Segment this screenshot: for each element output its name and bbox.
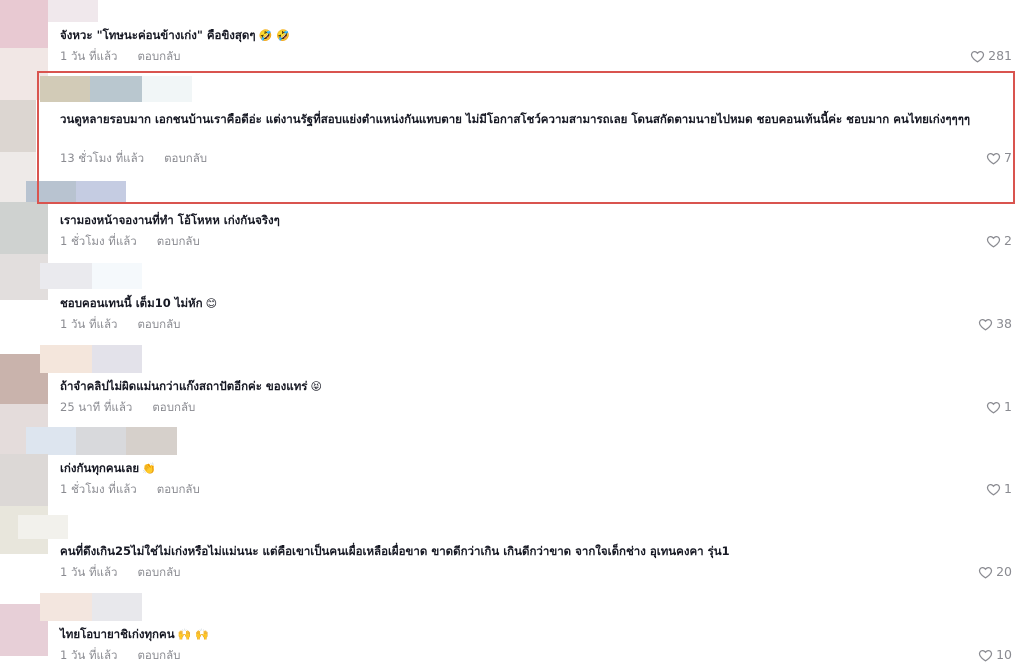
comment-time: 1 วัน ที่แล้ว	[60, 648, 118, 662]
comment-text: ไทยโอบายาชิเก่งทุกคน 🙌 🙌	[60, 627, 209, 641]
comment-text: จังหวะ "โทษนะค่อนข้างเก่ง" คือขิงสุดๆ 🤣 🤣	[60, 28, 290, 42]
comment-text: เก่งกันทุกคนเลย 👏	[60, 461, 156, 475]
like-button[interactable]	[970, 48, 1012, 64]
blurred-region	[76, 427, 126, 455]
like-count: 2	[1004, 233, 1012, 248]
blurred-region	[126, 427, 177, 455]
like-button[interactable]	[978, 647, 1012, 663]
reply-button[interactable]: ตอบกลับ	[137, 49, 181, 63]
blurred-region	[18, 515, 68, 539]
comment-time: 1 วัน ที่แล้ว	[60, 317, 118, 331]
comment-time: 1 ชั่วโมง ที่แล้ว	[60, 234, 137, 248]
blurred-region	[40, 263, 92, 289]
like-button[interactable]	[978, 316, 1012, 332]
comment-text: เรามองหน้าจองานที่ทำ โอ้โหหห เก่งกันจริงๆ	[60, 213, 280, 227]
blurred-region	[92, 345, 142, 373]
reply-button[interactable]: ตอบกลับ	[156, 482, 200, 496]
comment-time: 13 ชั่วโมง ที่แล้ว	[60, 151, 145, 165]
reply-button[interactable]: ตอบกลับ	[137, 565, 181, 579]
reply-button[interactable]: ตอบกลับ	[137, 317, 181, 331]
comment-meta	[60, 316, 180, 332]
reply-button[interactable]: ตอบกลับ	[164, 151, 208, 165]
blurred-region	[26, 181, 76, 203]
blurred-region	[40, 345, 92, 373]
like-button[interactable]	[986, 233, 1012, 249]
blurred-region	[40, 76, 90, 102]
comment-meta	[60, 48, 180, 64]
like-count: 1	[1004, 481, 1012, 496]
comment-time: 1 วัน ที่แล้ว	[60, 565, 118, 579]
reply-button[interactable]: ตอบกลับ	[156, 234, 200, 248]
comment-meta	[60, 399, 195, 415]
like-count: 10	[996, 647, 1012, 662]
comment-text: วนดูหลายรอบมาก เอกชนบ้านเราคือดีอ่ะ แต่งานรัฐที่สอบแย่งตำแหน่งกันแทบตาย ไม่มีโอกาสโชว์ความสามารถเลย โดนสกัดตามนายไปหมด ชอบคอนเท้นนี้ค่ะ ชอบมาก คนไทยเก่งๆๆๆๆ	[60, 112, 971, 126]
reply-button[interactable]: ตอบกลับ	[152, 400, 196, 414]
heart-outline-icon	[978, 565, 993, 580]
comment-text: ถ้าจำคลิปไม่ผิดแม่นกว่าแก๊งสถาปัตอีกค่ะ ของแทร่ 😝	[60, 379, 322, 393]
heart-outline-icon	[970, 49, 985, 64]
blurred-region	[0, 0, 48, 48]
blurred-region	[40, 593, 92, 621]
heart-outline-icon	[978, 317, 993, 332]
blurred-region	[48, 0, 98, 22]
blurred-region	[76, 181, 126, 203]
comment-meta	[60, 564, 180, 580]
emoji: 👏	[142, 462, 156, 475]
comment-meta	[60, 233, 200, 249]
heart-outline-icon	[986, 482, 1001, 497]
comment-time: 1 วัน ที่แล้ว	[60, 49, 118, 63]
reply-button[interactable]: ตอบกลับ	[137, 648, 181, 662]
comment-meta	[60, 150, 207, 166]
heart-outline-icon	[986, 400, 1001, 415]
comment-meta	[60, 481, 200, 497]
emoji: 🤣 🤣	[258, 29, 290, 42]
heart-outline-icon	[978, 648, 993, 663]
blurred-region	[90, 76, 142, 102]
emoji: 🙌 🙌	[177, 628, 209, 641]
comment-meta	[60, 647, 180, 663]
blurred-region	[0, 202, 48, 254]
like-button[interactable]	[986, 150, 1012, 166]
like-count: 20	[996, 564, 1012, 579]
emoji: 😝	[310, 380, 322, 393]
like-button[interactable]	[986, 399, 1012, 415]
blurred-region	[0, 454, 48, 506]
blurred-region	[0, 100, 36, 152]
like-button[interactable]	[986, 481, 1012, 497]
like-button[interactable]	[978, 564, 1012, 580]
heart-outline-icon	[986, 234, 1001, 249]
heart-outline-icon	[986, 151, 1001, 166]
blurred-region	[26, 427, 76, 455]
blurred-region	[142, 76, 192, 102]
blurred-region	[92, 263, 142, 289]
like-count: 281	[988, 48, 1012, 63]
comment-text: ชอบคอนเทนนี้ เต็ม10 ไม่หัก 😊	[60, 296, 218, 310]
like-count: 38	[996, 316, 1012, 331]
comment-time: 1 ชั่วโมง ที่แล้ว	[60, 482, 137, 496]
comment-time: 25 นาที ที่แล้ว	[60, 400, 133, 414]
comment-text: คนที่ดึงเกิน25ไม่ใช่ไม่เก่งหรือไม่แม่นนะ แต่คือเขาเป็นคนเผื่อเหลือเผื่อขาด ขาดดีกว่าเกิน เกินดีกว่าขาด จากใจเด็กช่าง อุเทนคงคา รุ่น1	[60, 544, 730, 558]
like-count: 7	[1004, 150, 1012, 165]
like-count: 1	[1004, 399, 1012, 414]
emoji: 😊	[205, 297, 218, 310]
blurred-region	[92, 593, 142, 621]
